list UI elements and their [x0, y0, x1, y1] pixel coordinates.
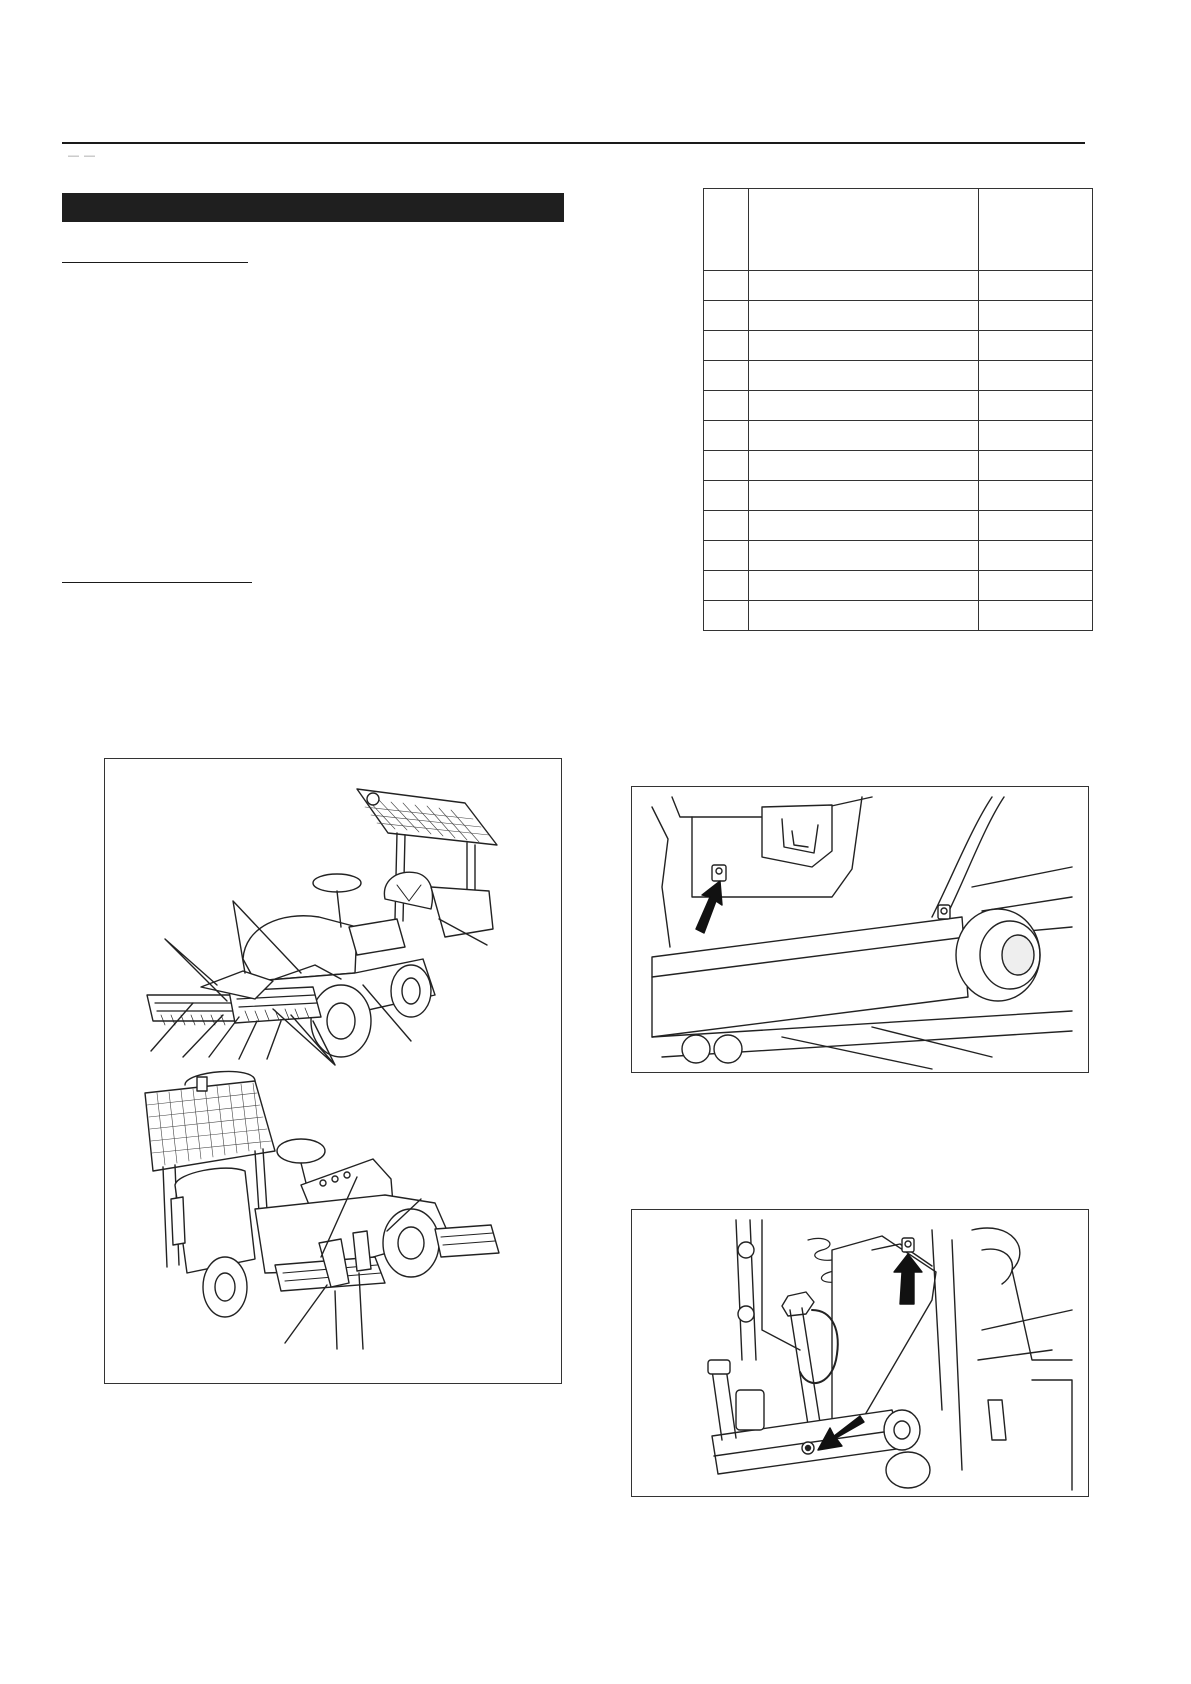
table-row — [704, 601, 1093, 631]
table-cell — [704, 331, 749, 361]
table-cell — [704, 481, 749, 511]
table-cell — [979, 541, 1093, 571]
table-cell — [749, 571, 979, 601]
table-cell — [749, 391, 979, 421]
table-cell — [704, 391, 749, 421]
table-row — [704, 361, 1093, 391]
table-cell — [749, 481, 979, 511]
table-row — [704, 271, 1093, 301]
subsection-heading-1 — [62, 248, 248, 263]
greens-mower-illustration-icon — [105, 759, 561, 1383]
table-cell — [979, 271, 1093, 301]
table-header-cell — [749, 189, 979, 271]
table-cell — [704, 541, 749, 571]
table-cell — [749, 361, 979, 391]
table-cell — [979, 571, 1093, 601]
subsection-heading-1-rule — [62, 262, 248, 263]
table-row — [704, 301, 1093, 331]
table-row — [704, 421, 1093, 451]
table-row — [704, 541, 1093, 571]
table-cell — [749, 601, 979, 631]
grease-fitting-arrow-icon — [632, 787, 1088, 1072]
table-cell — [704, 601, 749, 631]
table-cell — [749, 541, 979, 571]
table-cell — [979, 421, 1093, 451]
grease-fitting-steering-figure — [631, 1209, 1089, 1497]
mower-overview-figure — [104, 758, 562, 1384]
table-header-cell — [704, 189, 749, 271]
lubrication-table — [703, 188, 1093, 631]
table-cell — [979, 301, 1093, 331]
grease-fitting-axle-figure — [631, 786, 1089, 1073]
table-cell — [749, 451, 979, 481]
table-cell — [704, 571, 749, 601]
section-title-bar — [62, 193, 564, 222]
table-cell — [979, 361, 1093, 391]
table-cell — [979, 481, 1093, 511]
table-cell — [749, 511, 979, 541]
table-row — [704, 481, 1093, 511]
table-row — [704, 391, 1093, 421]
table-cell — [979, 601, 1093, 631]
table-row — [704, 511, 1093, 541]
table-row — [704, 571, 1093, 601]
table-header-cell — [979, 189, 1093, 271]
table-header-row — [704, 189, 1093, 271]
table-cell — [749, 301, 979, 331]
table-cell — [704, 511, 749, 541]
table-cell — [749, 421, 979, 451]
table-cell — [704, 301, 749, 331]
table-cell — [704, 361, 749, 391]
table-row — [704, 451, 1093, 481]
grease-fitting-arrows-icon — [632, 1210, 1088, 1496]
section-title — [62, 199, 70, 215]
table-cell — [749, 271, 979, 301]
table-cell — [979, 331, 1093, 361]
table-cell — [704, 421, 749, 451]
table-cell — [704, 451, 749, 481]
subsection-heading-2 — [62, 568, 252, 583]
page-number: — — — [68, 150, 97, 162]
table-cell — [979, 511, 1093, 541]
table-row — [704, 331, 1093, 361]
table-cell — [979, 391, 1093, 421]
table-cell — [704, 271, 749, 301]
table-cell — [749, 331, 979, 361]
header-rule — [62, 142, 1085, 144]
table-cell — [979, 451, 1093, 481]
subsection-heading-2-rule — [62, 582, 252, 583]
